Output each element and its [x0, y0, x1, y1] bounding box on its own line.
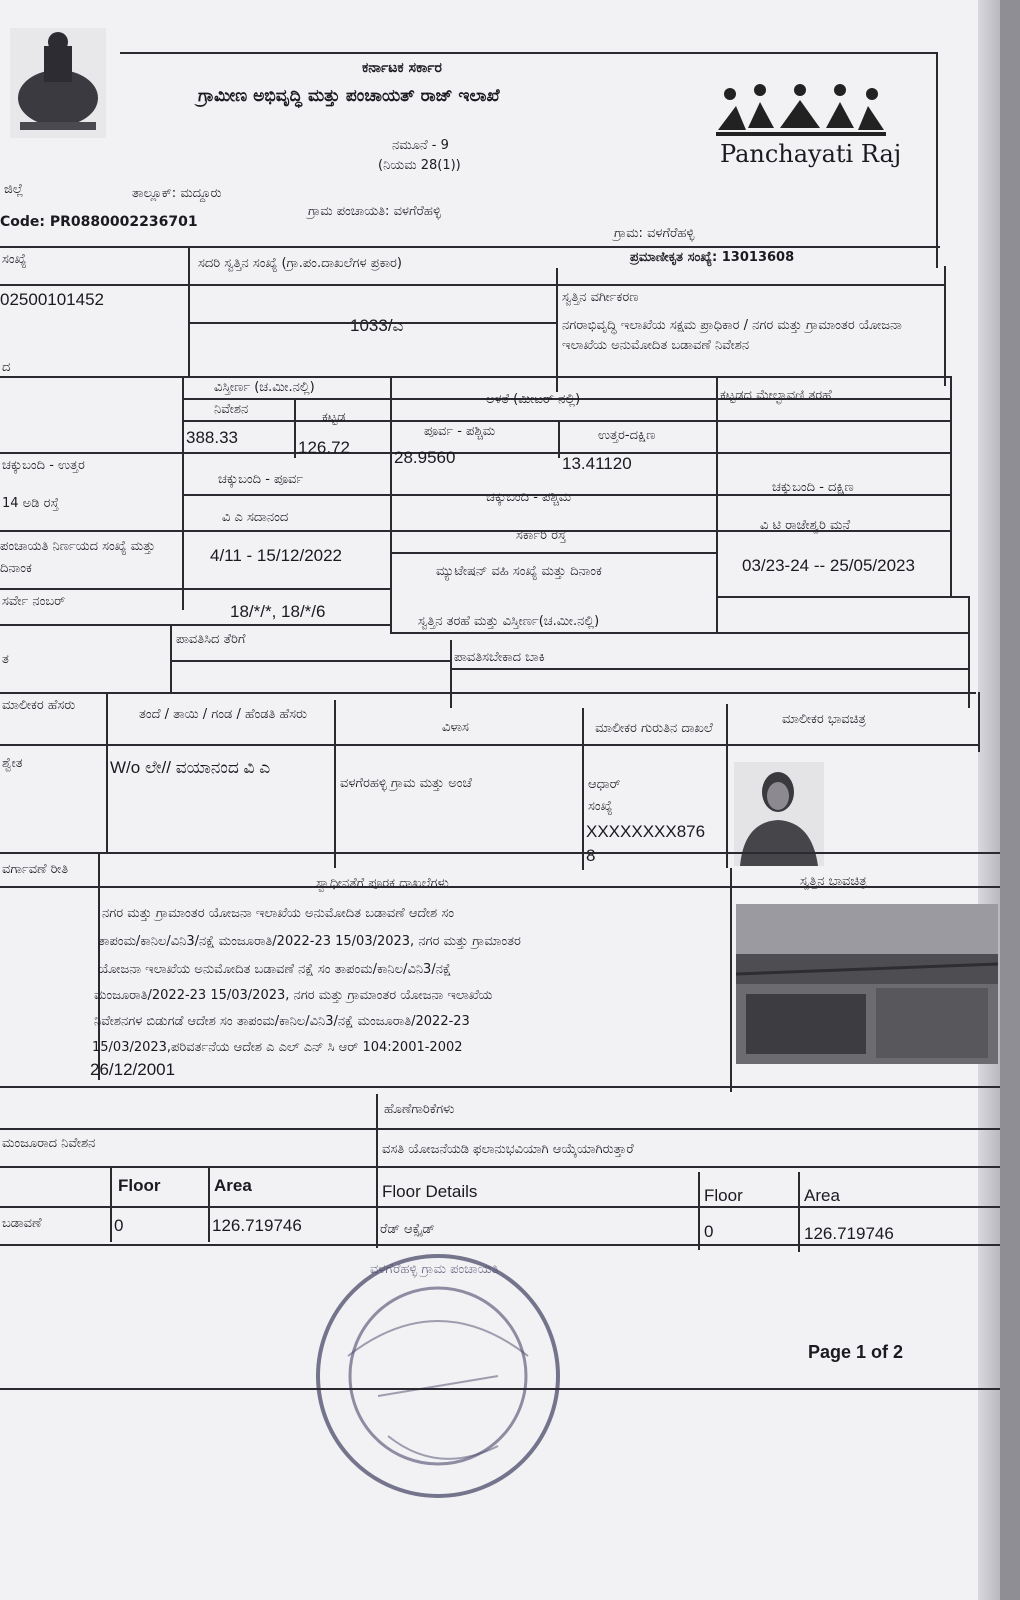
site-label: ನಿವೇಶನ	[214, 402, 249, 417]
owner-name-label: ಮಾಲೀಕರ ಹೆಸರು	[2, 698, 76, 713]
survey-label: ಸರ್ವೇ ನಂಬರ್	[2, 594, 66, 609]
owner-photo-label: ಮಾಲೀಕರ ಭಾವಚಿತ್ರ	[782, 712, 866, 727]
area-header: Area	[214, 1176, 252, 1195]
col-line	[726, 704, 728, 868]
rule-number: (ನಿಯಮ 28(1))	[378, 158, 461, 173]
ownership-method-label: ವರ್ಗಾವಣೆ ರೀತಿ	[2, 862, 69, 877]
tax-paid-label: ಪಾವತಿಸಿದ ತೆರಿಗೆ	[176, 632, 246, 647]
floor-value-2: 0	[704, 1222, 714, 1241]
area-value: 126.719746	[212, 1216, 302, 1235]
asset-number: 1033/ಎ	[350, 316, 404, 335]
row-line	[0, 284, 944, 286]
document-line-1: ನಗರ ಮತ್ತು ಗ್ರಾಮಾಂತರ ಯೋಜನಾ ಇಲಾಖೆಯ ಅನುಮೋದಿತ ಬಡಾವಣೆ ಆದೇಶ ಸಂ	[102, 906, 454, 921]
north-south-label: ಉತ್ತರ-ದಕ್ಷಿಣ	[598, 428, 656, 443]
boundary-south-label: ಚಕ್ಕುಬಂದಿ - ದಕ್ಷಿಣ	[772, 480, 854, 495]
boundary-south-value: ವಿ ಟಿ ರಾಜೇಶ್ವರಿ ಮನೆ	[760, 518, 851, 533]
aadhaar-label: ಆಧಾರ್ ಸಂಖ್ಯೆ	[588, 777, 621, 814]
col-line	[170, 624, 172, 694]
owner-photo	[734, 762, 824, 866]
row-line	[0, 744, 980, 746]
col-line	[978, 692, 980, 752]
village: ಗ್ರಾಮ: ವಳಗೆರೆಹಳ್ಳಿ	[614, 226, 695, 241]
survey-value: 18/*/*, 18/*/6	[230, 602, 326, 621]
col-line	[798, 1172, 800, 1252]
aadhaar-tail: 8	[586, 846, 596, 865]
east-west-value: 28.9560	[394, 448, 456, 467]
panchayati-raj-logo-icon	[716, 84, 886, 144]
asset-no-label: ಸದರಿ ಸ್ವತ್ತಿನ ಸಂಖ್ಯೆ (ಗ್ರಾ.ಪಂ.ದಾಖಲೆಗಳ ಪ್ರಕಾರ)	[198, 256, 402, 271]
col-line	[376, 1094, 378, 1248]
boundary-east-value: ವಿ ಎ ಸದಾನಂದ	[222, 510, 289, 525]
boundary-north-label: ಚಕ್ಕುಬಂದಿ - ಉತ್ತರ	[2, 458, 85, 473]
document-line-7: 26/12/2001	[90, 1060, 176, 1079]
document-line-6: 15/03/2023,ಪರಿವರ್ತನೆಯ ಆದೇಶ ಎ ಎಲ್ ಎನ್ ಸಿ ಆರ್ 104:2001-2002	[92, 1040, 463, 1055]
col-line	[698, 1172, 700, 1250]
boundary-west-label: ಚಕ್ಕುಬಂದಿ - ಪಶ್ಚಿಮ	[486, 490, 572, 505]
gram-panchayat: ಗ್ರಾಮ ಪಂಚಾಯತಿ: ವಳಗೆರೆಹಳ್ಳಿ	[308, 204, 441, 219]
north-south-value: 13.41120	[562, 454, 632, 473]
document-line-5: ನಿವೇಶನಗಳ ಬಿಡುಗಡೆ ಆದೇಶ ಸಂ ತಾಪಂಮ/ಕಾನಿಲ/ವಿನಿ3/ನಕ್ಷೆ ಮಂಜೂರಾತಿ/2022-23	[94, 1014, 470, 1029]
area-header-2: Area	[804, 1186, 840, 1205]
resolution-label: ಪಂಚಾಯತಿ ನಿರ್ಣಯದ ಸಂಖ್ಯೆ ಮತ್ತು ದಿನಾಂಕ	[0, 539, 156, 576]
owner-address: ವಳಗೆರಹಳ್ಳಿ ಗ್ರಾಮ ಮತ್ತು ಅಂಚೆ	[340, 776, 472, 791]
floor-row-label: ಬಡಾವಣೆ	[2, 1216, 42, 1231]
col-line	[558, 420, 560, 458]
area-value-2: 126.719746	[804, 1224, 894, 1243]
floor-header-2: Floor	[704, 1186, 743, 1205]
row-line	[450, 668, 970, 670]
boundary-west-value: ಸರ್ಕಾರಿ ರಸ್ತೆ	[516, 528, 567, 543]
col-line	[182, 376, 184, 610]
col-line	[334, 700, 336, 868]
left-label-1: ಸಂಖ್ಯೆ	[2, 252, 27, 267]
owner-id-label: ಮಾಲೀಕರ ಗುರುತಿನ ದಾಖಲೆ	[595, 721, 713, 736]
liabilities-left-label: ಮಂಜೂರಾದ ನಿವೇಶನ	[2, 1136, 96, 1151]
documents-label: ಸ್ವಾಧೀನತೆಗೆ ಪೂರಕ ದಾಖಲೆಗಳು	[316, 876, 449, 891]
property-code: Code: PR0880002236701	[0, 214, 198, 230]
left-label-3: ತ	[2, 652, 9, 667]
row-line	[716, 596, 968, 598]
area-label: ವಿಸ್ತೀರ್ಣ (ಚ.ಮೀ.ನಲ್ಲಿ)	[214, 380, 315, 395]
mutation-label: ಮ್ಯುಟೇಷನ್ ವಹಿ ಸಂಖ್ಯೆ ಮತ್ತು ದಿನಾಂಕ	[436, 564, 602, 579]
row-line	[182, 420, 950, 422]
row-line	[182, 494, 950, 496]
bottom-line	[0, 1388, 1000, 1390]
row-line	[0, 852, 1000, 854]
property-photo-label: ಸ್ವತ್ತಿನ ಭಾವಚಿತ್ರ	[800, 874, 867, 889]
row-line	[0, 246, 940, 248]
frame-right-top	[936, 52, 938, 268]
panchayati-raj-text: Panchayati Raj	[720, 140, 902, 168]
department-title: ಗ್ರಾಮೀಣ ಅಭಿವೃದ್ಧಿ ಮತ್ತು ಪಂಚಾಯತ್ ರಾಜ್ ಇಲಾಖೆ	[198, 86, 500, 106]
row-line	[170, 660, 450, 662]
property-photo	[736, 904, 998, 1064]
row-line	[0, 692, 976, 694]
page-number: Page 1 of 2	[808, 1342, 904, 1362]
dimension-label: ಅಳತೆ (ಮೀಟರ್ ನಲ್ಲಿ)	[486, 392, 581, 407]
relation-label: ತಂದೆ / ತಾಯಿ / ಗಂಡ / ಹೆಂಡತಿ ಹೆಸರು	[138, 707, 308, 722]
row-line	[0, 624, 390, 626]
col-line	[582, 708, 584, 870]
karnataka-emblem-icon	[10, 28, 106, 138]
row-line	[0, 1206, 1000, 1208]
row-line	[0, 530, 952, 532]
row-line	[0, 452, 952, 454]
aadhaar-number: XXXXXXXX876	[586, 822, 706, 841]
id-number: 02500101452	[0, 290, 105, 309]
col-line	[944, 266, 946, 386]
row-line	[0, 1086, 1000, 1088]
col-line	[730, 868, 732, 1092]
col-line	[390, 378, 392, 632]
row-line	[188, 322, 556, 324]
mutation-value: 03/23-24 -- 25/05/2023	[742, 556, 915, 575]
liabilities-value: ವಸತಿ ಯೋಜನೆಯಡಿ ಫಲಾನುಭವಿಯಾಗಿ ಆಯ್ಕೆಯಾಗಿರುತ್ತಾರೆ	[382, 1142, 634, 1157]
form-number: ನಮೂನೆ - 9	[392, 138, 449, 153]
taluk: ತಾಲ್ಲೂಕ್: ಮದ್ದೂರು	[132, 186, 222, 201]
tax-due-label: ಪಾವತಿಸಬೇಕಾದ ಬಾಕಿ	[454, 650, 545, 665]
site-area: 388.33	[186, 428, 238, 447]
boundary-east-label: ಚಕ್ಕುಬಂದಿ - ಪೂರ್ವ	[218, 472, 304, 487]
row-line	[0, 1128, 1000, 1130]
roof-type-label: ಕಟ್ಟಡದ ಮೇಲ್ಛಾವಣಿ ತರಹೆ	[720, 388, 832, 403]
col-line	[106, 692, 108, 852]
asset-type-label: ಸ್ವತ್ತಿನ ತರಹೆ ಮತ್ತು ವಿಸ್ತೀರ್ಣ(ಚ.ಮೀ.ನಲ್ಲಿ)	[418, 614, 600, 629]
address-label: ವಿಳಾಸ	[442, 720, 469, 735]
panchayat-seal-stamp	[308, 1246, 568, 1506]
building-label: ಕಟ್ಟಡ	[322, 410, 346, 425]
boundary-north-value: 14 ಅಡಿ ರಸ್ತೆ	[2, 496, 59, 511]
floor-value: 0	[114, 1216, 124, 1235]
document-line-3: ಯೋಜನಾ ಇಲಾಖೆಯ ಅನುಮೋದಿತ ಬಡಾವಣೆ ನಕ್ಷೆ ಸಂ ತಾಪಂಮ/ಕಾನಿಲ/ವಿನಿ3/ನಕ್ಷೆ	[98, 962, 452, 977]
col-line	[556, 268, 558, 392]
district-label: ಜಿಲ್ಲೆ	[4, 182, 24, 197]
owner-name: ಶ್ವೇತ	[2, 756, 23, 771]
state-title: ಕರ್ನಾಟಕ ಸರ್ಕಾರ	[362, 60, 442, 76]
row-line	[0, 588, 390, 590]
floor-details-header: Floor Details	[382, 1182, 478, 1201]
col-line	[208, 1166, 210, 1242]
document-line-2: ತಾಪಂಮ/ಕಾನಿಲ/ವಿನಿ3/ನಕ್ಷೆ ಮಂಜೂರಾತಿ/2022-23 15/03/2023, ನಗರ ಮತ್ತು ಗ್ರಾಮಾಂತರ	[98, 934, 521, 949]
classification-value: ನಗರಾಭಿವೃದ್ಧಿ ಇಲಾಖೆಯ ಸಕ್ಷಮ ಪ್ರಾಧಿಕಾರ / ನಗರ ಮತ್ತು ಗ್ರಾಮಾಂತರ ಯೋಜನಾ ಇಲಾಖೆಯ ಅನುಮೋದಿತ ಬಡಾವಣೆ ನಿವೇಶನ	[562, 318, 902, 353]
col-line	[294, 398, 296, 458]
classification-label: ಸ್ವತ್ತಿನ ವರ್ಗೀಕರಣ	[562, 290, 639, 305]
row-line	[390, 552, 718, 554]
row-line	[0, 1166, 1000, 1168]
col-line	[450, 640, 452, 708]
resolution-value: 4/11 - 15/12/2022	[210, 546, 343, 565]
next-page-edge	[978, 0, 1000, 1600]
building-area: 126.72	[298, 438, 350, 457]
row-line	[390, 632, 970, 634]
liabilities-label: ಹೊಣೆಗಾರಿಕೆಗಳು	[384, 1102, 455, 1117]
col-line	[110, 1166, 112, 1242]
stamp-text: ವಳಗೆರೆಹಳ್ಳಿ ಗ್ರಾಮ ಪಂಚಾಯತಿ	[370, 1262, 499, 1277]
certificate-number: ಪ್ರಮಾಣೀಕೃತ ಸಂಖ್ಯೆ: 13013608	[630, 250, 795, 265]
col-line	[188, 246, 190, 378]
floor-details-value: ರೆಡ್ ಆಕ್ಸೈಡ್	[380, 1222, 435, 1237]
owner-relation: W/o ಲೇ// ವಯಾನಂದ ವಿ ಎ	[110, 758, 271, 777]
row-line	[0, 886, 1000, 888]
floor-header: Floor	[118, 1176, 161, 1195]
east-west-label: ಪೂರ್ವ - ಪಶ್ಚಿಮ	[424, 424, 496, 439]
row-line	[0, 376, 950, 378]
col-line	[950, 376, 952, 598]
left-label-2: ದ	[2, 360, 11, 375]
frame-top	[120, 52, 938, 54]
document-line-4: ಮಂಜೂರಾತಿ/2022-23 15/03/2023, ನಗರ ಮತ್ತು ಗ್ರಾಮಾಂತರ ಯೋಜನಾ ಇಲಾಖೆಯ	[94, 988, 493, 1003]
